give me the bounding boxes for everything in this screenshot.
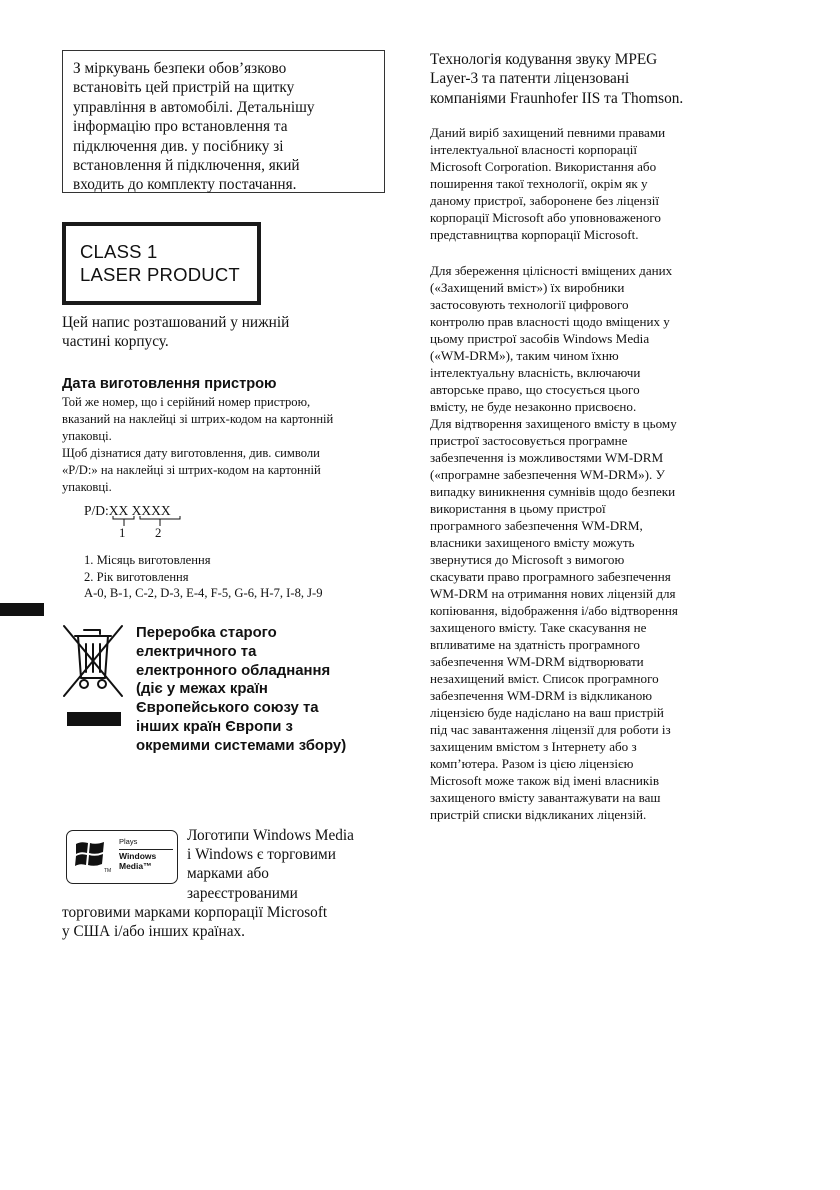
- laser-note-line: частині корпусу.: [62, 333, 169, 351]
- drm-line: під час завантаження ліцензії для роботи із: [430, 722, 671, 737]
- drm-line: захищеним вмістом з Інтернету або з: [430, 739, 637, 754]
- safety-line: встановіть цей пристрій на щитку: [73, 79, 295, 97]
- drm-line: застосовують технології цифрового: [430, 297, 629, 312]
- weee-heading-line: інших країн Європи з: [136, 718, 293, 735]
- ms-line: корпорації Microsoft або уповноваженого: [430, 210, 661, 225]
- drm-line: вмісту, не буде незаконно присвоєно.: [430, 399, 637, 414]
- logo-name-line: Media™: [119, 860, 152, 871]
- pd-marker-2: 2: [155, 526, 162, 540]
- manufacture-line: «P/D:» на наклейці зі штрих-кодом на картонній: [62, 463, 321, 477]
- wm-line: Логотипи Windows Media: [187, 827, 354, 844]
- drm-line: програмного забезпечення WM-DRM,: [430, 518, 643, 533]
- weee-heading-line: Переробка старого: [136, 625, 277, 641]
- drm-line: авторське право, що стосується цього: [430, 382, 640, 397]
- safety-line: інформацію про встановлення та: [73, 118, 288, 136]
- drm-line: контролю прав власності щодо вміщених у: [430, 314, 670, 329]
- manufacture-para-2: [62, 445, 397, 496]
- windows-media-text-continued: [62, 903, 397, 941]
- drm-line: Для відтворення захищеного вмісту в цьому: [430, 416, 677, 431]
- drm-line: Microsoft може також від імені власників: [430, 773, 660, 788]
- drm-line: забезпечення WM-DRM із відкликаною: [430, 688, 653, 703]
- drm-line: скасувати право програмного забезпечення: [430, 569, 671, 584]
- drm-line: захищеного вмісту завантажувати на ваш: [430, 790, 661, 805]
- mpeg-line: Layer-3 та патенти ліцензовані: [430, 70, 630, 88]
- safety-line: входить до комплекту постачання.: [73, 176, 297, 194]
- safety-line: З міркувань безпеки обов’язково: [73, 60, 287, 77]
- drm-line: («програмне забезпечення WM-DRM»). У: [430, 467, 665, 482]
- wm-line: марками або: [187, 865, 269, 883]
- ms-line: представництва корпорації Microsoft.: [430, 227, 639, 242]
- manufacture-line: вказаний на наклейці зі штрих-кодом на картонній: [62, 412, 334, 426]
- manufacture-date-text: [62, 394, 397, 496]
- laser-note-line: Цей напис розташований у нижній: [62, 314, 290, 331]
- drm-line: звернутися до Microsoft з вимогою: [430, 552, 625, 567]
- drm-line: незахищений вміст. Список програмного: [430, 671, 659, 686]
- mpeg-line: Технологія кодування звуку MPEG: [430, 51, 658, 68]
- weee-black-bar: [67, 712, 121, 726]
- ms-line: Microsoft Corporation. Використання або: [430, 159, 657, 174]
- drm-line: забезпечення із можливостями WM-DRM: [430, 450, 664, 465]
- wm-line: торговими марками корпорації Microsoft: [62, 904, 328, 921]
- pd-legend-item: A-0, B-1, C-2, D-3, E-4, F-5, G-6, H-7, I-8, J-9: [84, 586, 323, 600]
- weee-heading-line: електронного обладнання: [136, 662, 331, 679]
- drm-line: пристрої застосовується програмне: [430, 433, 628, 448]
- manufacture-date-heading: Дата виготовлення пристрою: [62, 376, 277, 392]
- laser-class-text: CLASS 1: [80, 241, 158, 262]
- drm-line: використання в цьому пристрої: [430, 501, 606, 516]
- laser-product-label: [62, 222, 261, 305]
- weee-heading-line: Європейського союзу та: [136, 700, 319, 717]
- page-edge-tab: [0, 603, 44, 616]
- safety-line: встановлення й підключення, який: [73, 157, 300, 175]
- drm-line: захищеного вмісту. Таке скасування не: [430, 620, 647, 635]
- drm-line: цьому пристрої засобів Windows Media: [430, 331, 650, 346]
- drm-line: випадку виникнення сумнівів щодо безпеки: [430, 484, 676, 499]
- weee-heading-line: електричного та: [136, 643, 257, 660]
- safety-line: підключення див. у посібнику зі: [73, 137, 284, 155]
- wm-line: зареєстрованими: [187, 884, 298, 902]
- drm-line: ліцензією буде надіслано на ваш пристрій: [430, 705, 664, 720]
- microsoft-ip-text: [430, 124, 770, 243]
- windows-flag-icon: [75, 839, 105, 871]
- drm-line: інтелектуальну власність, включаючи: [430, 365, 641, 380]
- windows-media-text: [187, 826, 392, 903]
- drm-line: впливатиме на здатність програмного: [430, 637, 640, 652]
- windows-media-logo: [66, 830, 178, 884]
- wm-line: і Windows є торговими: [187, 846, 336, 864]
- logo-name-line: Windows: [119, 851, 157, 861]
- pd-legend: [84, 552, 404, 602]
- weee-heading-line: (діє у межах країн: [136, 681, 268, 698]
- pd-code: P/D:XX XXXX: [84, 503, 171, 518]
- drm-line: («WM-DRM»), таким чином їхню: [430, 348, 619, 363]
- drm-line: пристрій списки відкликаних ліцензій.: [430, 807, 647, 822]
- drm-line: WM-DRM на отримання нових ліцензій для: [430, 586, 676, 601]
- manufacture-line: Щоб дізнатися дату виготовлення, див. символи: [62, 446, 320, 460]
- logo-plays-text: Plays: [119, 837, 138, 846]
- logo-rule: [119, 849, 173, 850]
- ms-line: інтелектуальної власності корпорації: [430, 142, 638, 157]
- manufacture-line: упаковці.: [62, 429, 112, 443]
- drm-line: комп’ютера. Разом із цією ліцензією: [430, 756, 634, 771]
- pd-legend-item: 1. Місяць виготовлення: [84, 553, 211, 567]
- ms-line: Даний виріб захищений певними правами: [430, 125, 666, 140]
- drm-line: забезпечення WM-DRM відтворювати: [430, 654, 644, 669]
- mpeg-line: компаніями Fraunhofer IIS та Thomson.: [430, 89, 684, 107]
- logo-name: [119, 852, 156, 871]
- logo-tm: TM: [104, 868, 112, 874]
- wm-drm-text: [430, 262, 770, 823]
- ms-line: даному пристрої, заборонене без ліцензії: [430, 193, 659, 208]
- weee-heading-line: окремими системами збору): [136, 737, 347, 754]
- ms-line: поширення такої технології, окрім як у: [430, 176, 648, 191]
- laser-product-text: LASER PRODUCT: [80, 264, 240, 285]
- laser-label-note: [62, 313, 392, 352]
- wm-line: у США і/або інших країнах.: [62, 923, 245, 941]
- safety-line: управління в автомобілі. Детальнішу: [73, 98, 315, 116]
- crossed-out-bin-icon: [62, 624, 124, 698]
- drm-line: («Захищений вміст») їх виробники: [430, 280, 625, 295]
- drm-line: Для збереження цілісності вміщених даних: [430, 263, 673, 278]
- pd-marker-1: 1: [119, 526, 126, 540]
- mpeg-license-text: [430, 50, 770, 108]
- manufacture-line: упаковці.: [62, 480, 112, 494]
- weee-heading: [136, 624, 396, 756]
- drm-line: копіювання, відображення і/або відтворення: [430, 603, 678, 618]
- drm-line: власники захищеного вмісту можуть: [430, 535, 635, 550]
- manufacture-line: Той же номер, що і серійний номер пристрою,: [62, 395, 311, 409]
- manufacture-para-1: [62, 394, 397, 445]
- safety-notice-box: [62, 50, 385, 193]
- pd-legend-item: 2. Рік виготовлення: [84, 569, 189, 584]
